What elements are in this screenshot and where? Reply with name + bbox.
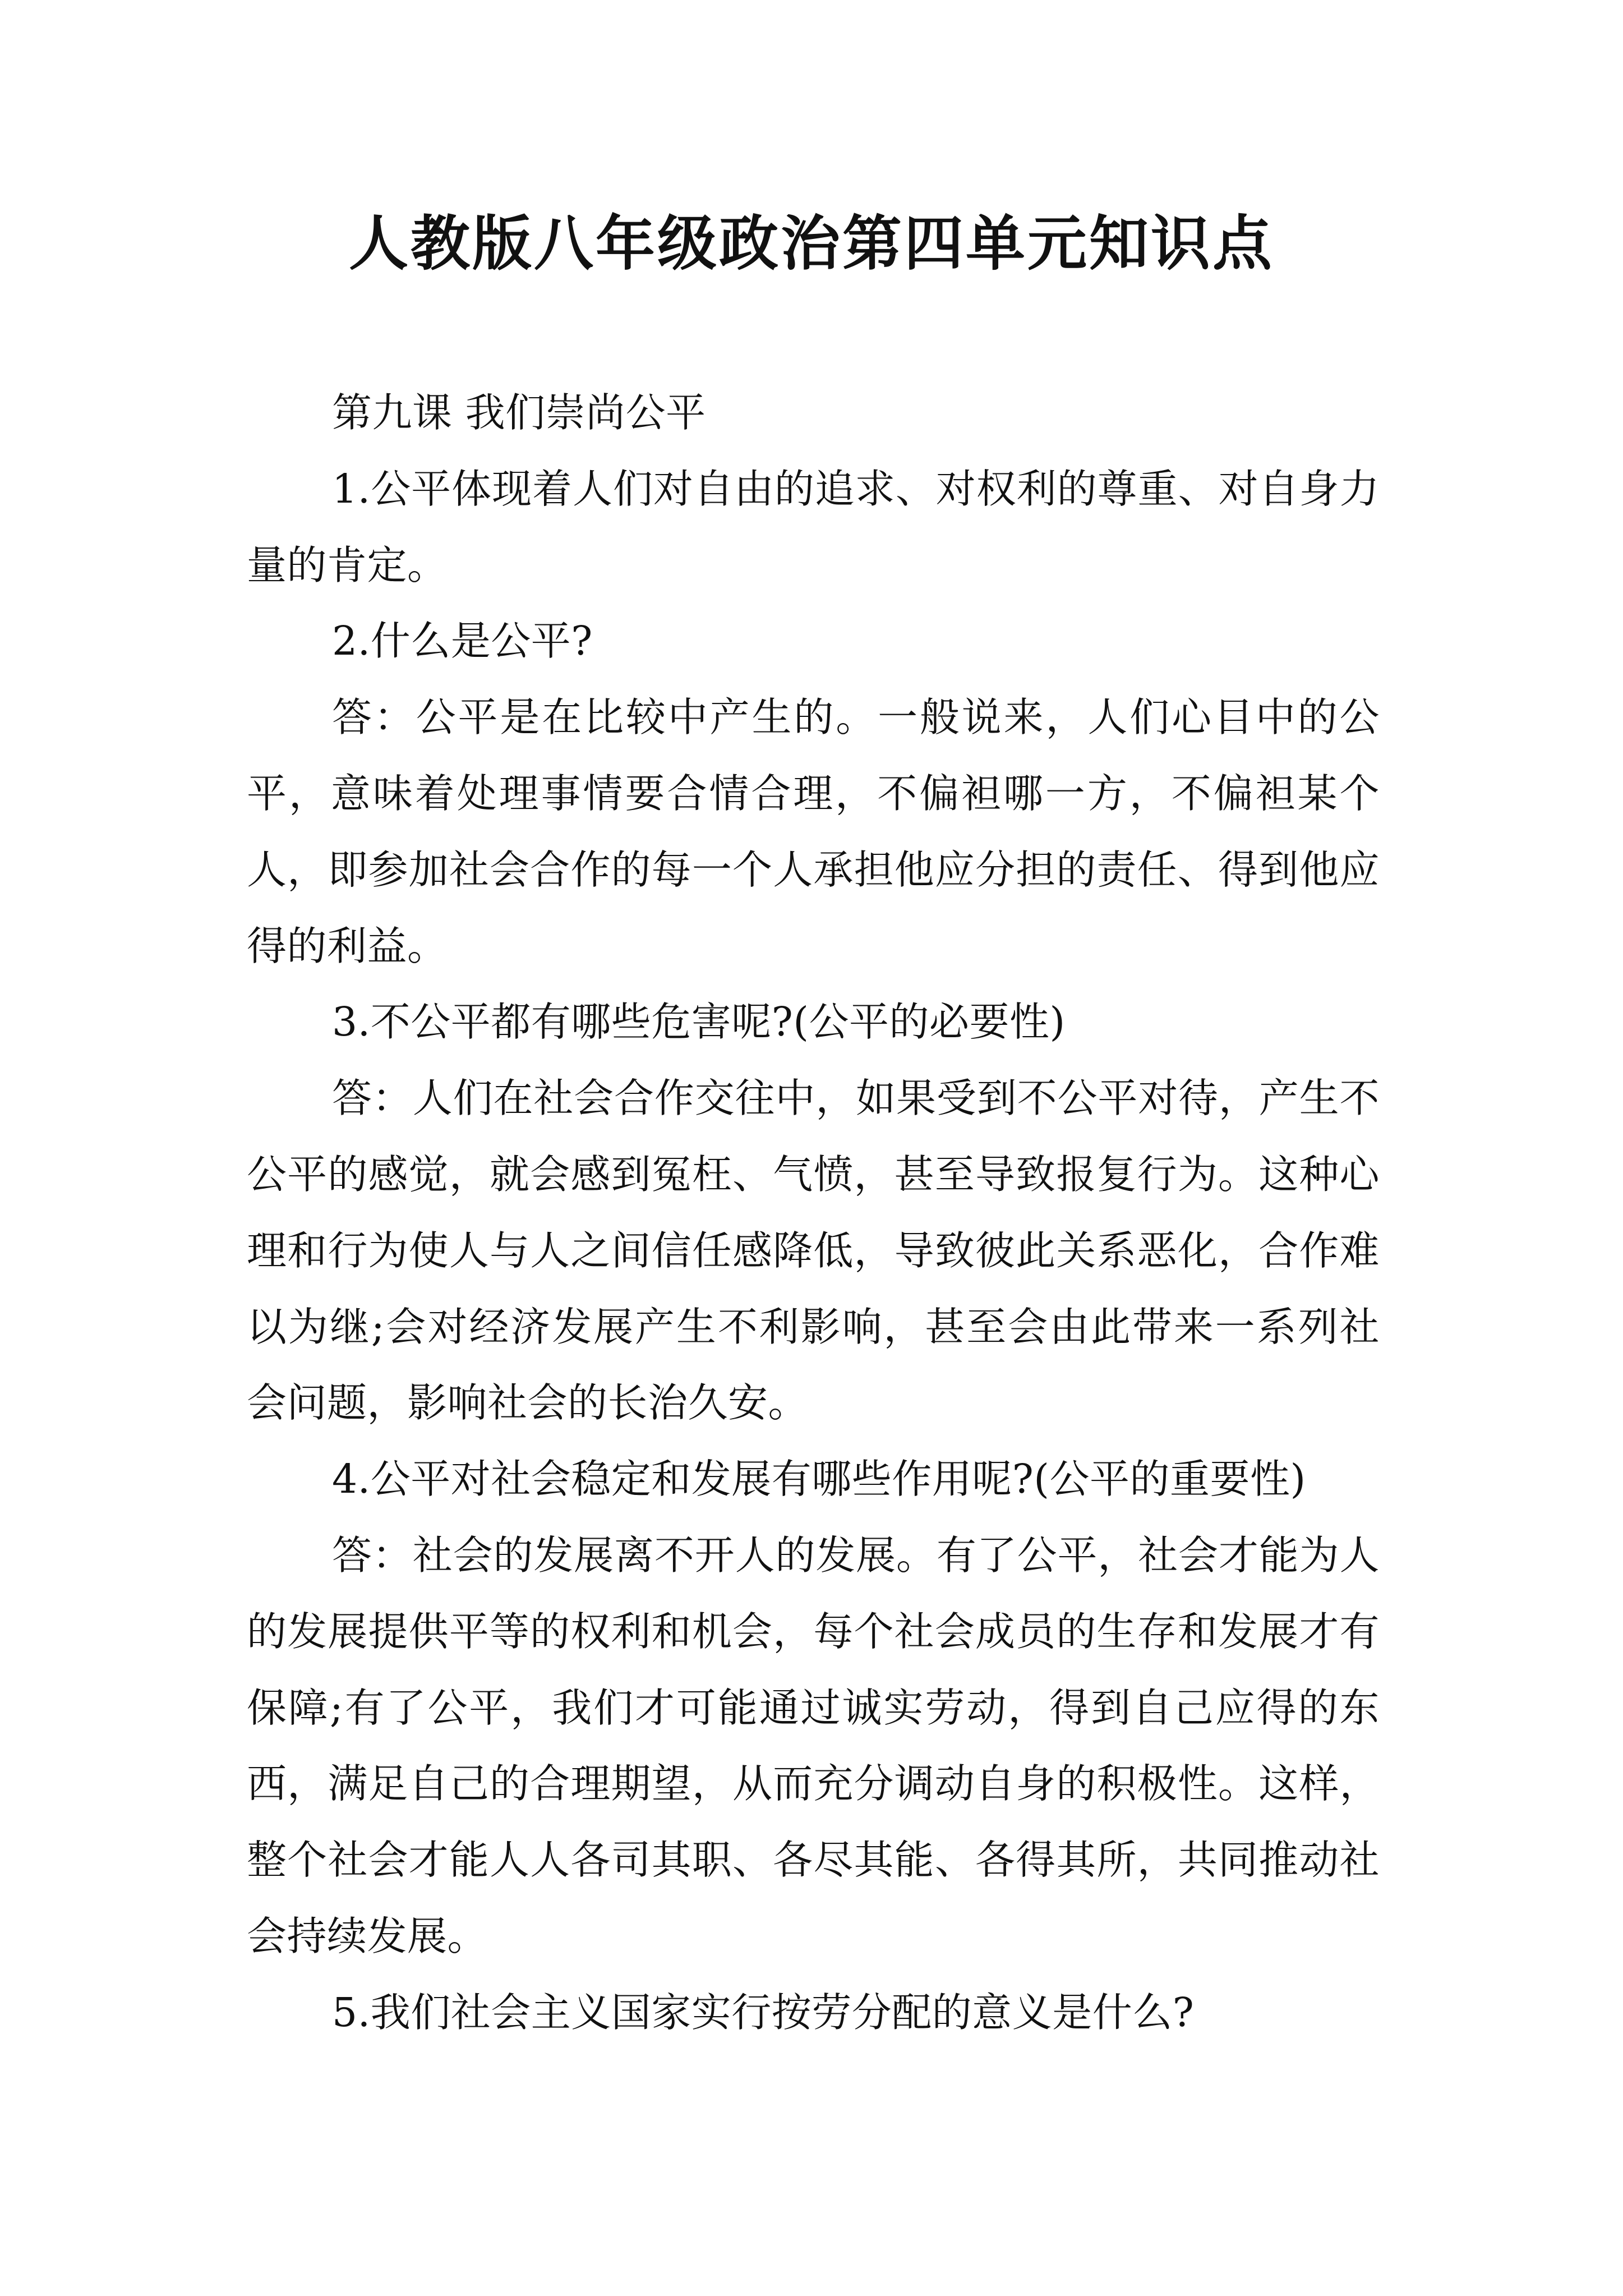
lesson-heading: 第九课 我们崇尚公平 bbox=[332, 389, 706, 436]
paragraph-question-3: 3.不公平都有哪些危害呢?(公平的必要性) bbox=[332, 999, 1066, 1046]
paragraph-question-2: 2.什么是公平? bbox=[332, 618, 593, 665]
paragraph-answer-4: 答：社会的发展离不开人的发展。有了公平，社会才能为人的发展提供平等的权利和机会，每个社会成员的生存和发展才有保障;有了公平，我们才可能通过诚实劳动，得到自己应得的东西，满足自己的合理期望，从而充分调动自身的积极性。这样，整个社会才能人人各司其职、各尽其能、各得其所，共同推动社会持续发展。 bbox=[247, 1531, 1380, 1959]
paragraph-question-4: 4.公平对社会稳定和发展有哪些作用呢?(公平的重要性) bbox=[332, 1456, 1306, 1503]
paragraph-question-5: 5.我们社会主义国家实行按劳分配的意义是什么? bbox=[332, 1989, 1195, 2036]
paragraph-answer-2: 答：公平是在比较中产生的。一般说来，人们心目中的公平，意味着处理事情要合情合理，不偏袒哪一方，不偏袒某个人，即参加社会合作的每一个人承担他应分担的责任、得到他应得的利益。 bbox=[247, 694, 1380, 969]
document-title: 人教版八年级政治第四单元知识点 bbox=[349, 209, 1274, 278]
document-body bbox=[247, 375, 1380, 2051]
paragraph-point-1: 1.公平体现着人们对自由的追求、对权利的尊重、对自身力量的肯定。 bbox=[247, 465, 1380, 588]
paragraph-answer-3: 答：人们在社会合作交往中，如果受到不公平对待，产生不公平的感觉，就会感到冤枉、气愤，甚至导致报复行为。这种心理和行为使人与人之间信任感降低，导致彼此关系恶化，合作难以为继;会对经济发展产生不利影响，甚至会由此带来一系列社会问题，影响社会的长治久安。 bbox=[247, 1075, 1380, 1427]
